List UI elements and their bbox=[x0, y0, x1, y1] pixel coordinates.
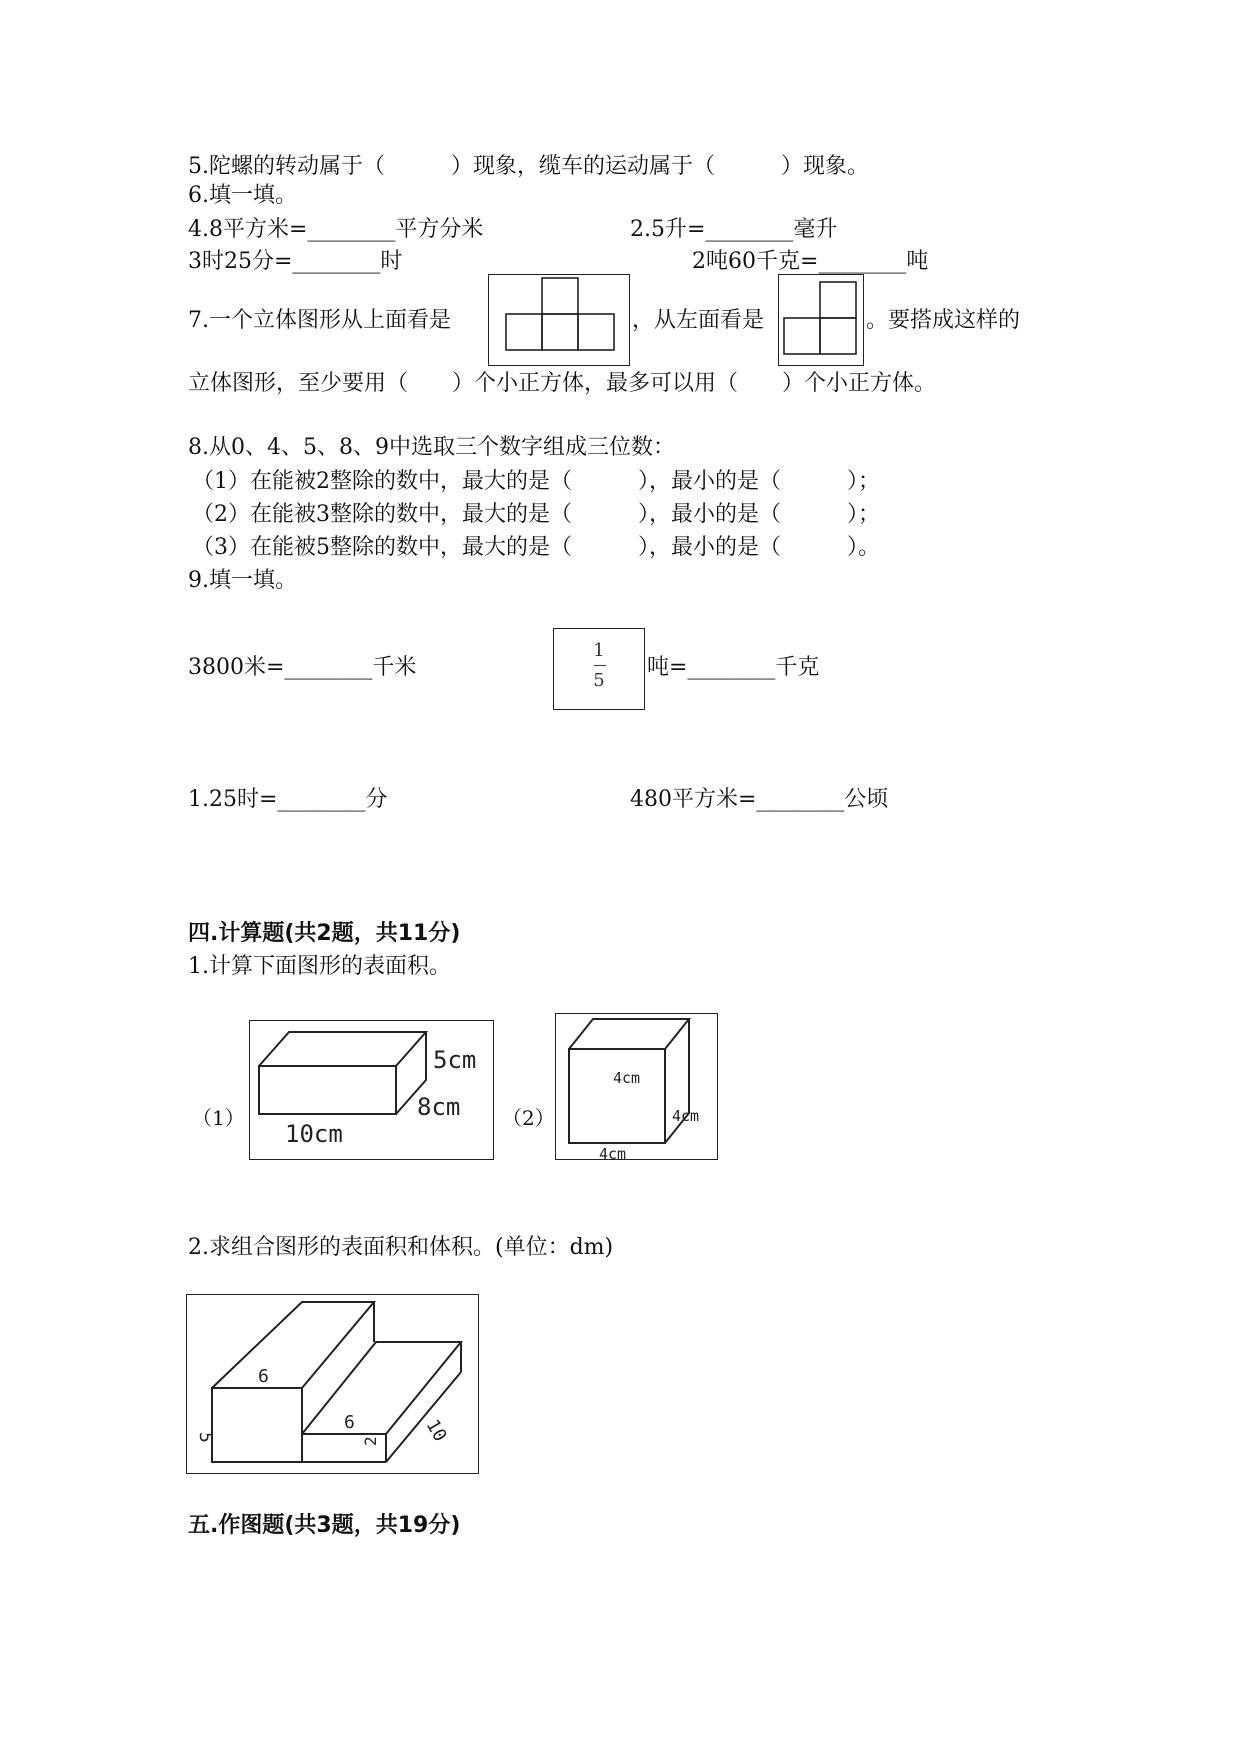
section-4-question-2-title: 2.求组合图形的表面积和体积。(单位：dm) bbox=[188, 1235, 614, 1260]
cube-drawing bbox=[555, 1013, 718, 1163]
cube-height-label: 4cm bbox=[613, 1069, 641, 1087]
composite-drawing bbox=[186, 1294, 479, 1474]
composite-small-label: 2 bbox=[361, 1436, 380, 1446]
question-5: 5.陀螺的转动属于（ ）现象，缆车的运动属于（ ）现象。 bbox=[188, 154, 869, 179]
cuboid-length-label: 10cm bbox=[285, 1120, 343, 1148]
question-9-item: 480平方米=________公顷 bbox=[630, 787, 889, 812]
top-view-grid bbox=[488, 274, 630, 366]
figure-label-1: （1） bbox=[192, 1106, 245, 1130]
question-7-part2: ，从左面看是 bbox=[632, 308, 765, 333]
section-4-heading: 四.计算题(共2题，共11分) bbox=[188, 921, 461, 946]
cube-figure bbox=[555, 1013, 718, 1163]
figure-label-2: （2） bbox=[502, 1106, 555, 1130]
composite-top-label: 6 bbox=[258, 1366, 269, 1387]
left-view-grid bbox=[778, 274, 864, 366]
question-6-item: 3时25分=________时 bbox=[188, 249, 403, 274]
section-5-heading: 五.作图题(共3题，共19分) bbox=[188, 1513, 461, 1538]
cuboid-height-label: 5cm bbox=[433, 1046, 477, 1074]
top-view-figure bbox=[488, 274, 630, 366]
composite-depth-label: 10 bbox=[421, 1416, 451, 1446]
question-7-part1: 7.一个立体图形从上面看是 bbox=[188, 308, 451, 333]
composite-figure bbox=[186, 1294, 479, 1474]
fraction-denominator: 5 bbox=[593, 670, 605, 691]
question-7-line2: 立体图形，至少要用（ ）个小正方体，最多可以用（ ）个小正方体。 bbox=[188, 371, 937, 396]
section-4-question-1-title: 1.计算下面图形的表面积。 bbox=[188, 954, 451, 979]
cuboid-width-label: 8cm bbox=[417, 1093, 461, 1121]
fraction-box bbox=[553, 628, 645, 710]
composite-mid-label: 6 bbox=[344, 1412, 355, 1433]
question-7-part3: 。要搭成这样的 bbox=[866, 308, 1021, 333]
question-9-item: 3800米=________千米 bbox=[188, 655, 417, 680]
fraction-bar bbox=[594, 665, 606, 666]
question-8-item: （1）在能被2整除的数中，最大的是（ ），最小的是（ ）； bbox=[192, 469, 880, 494]
question-8-item: （2）在能被3整除的数中，最大的是（ ），最小的是（ ）； bbox=[192, 502, 880, 527]
cube-depth-label: 4cm bbox=[672, 1107, 700, 1125]
composite-left-label: 5 bbox=[195, 1432, 216, 1443]
question-6-title: 6.填一填。 bbox=[188, 183, 297, 208]
question-6-item: 2.5升=________毫升 bbox=[630, 217, 838, 242]
cuboid-drawing bbox=[249, 1020, 494, 1160]
left-view-figure bbox=[778, 274, 864, 366]
question-9-title: 9.填一填。 bbox=[188, 568, 297, 593]
question-6-item: 4.8平方米=________平方分米 bbox=[188, 217, 484, 242]
cube-width-label: 4cm bbox=[599, 1145, 627, 1163]
fraction-numerator: 1 bbox=[593, 640, 605, 661]
question-9-item-suffix: 吨=________千克 bbox=[647, 655, 820, 680]
question-8-item: （3）在能被5整除的数中，最大的是（ ），最小的是（ ）。 bbox=[192, 535, 880, 560]
cuboid-figure bbox=[249, 1020, 494, 1160]
question-6-item: 2吨60千克=________吨 bbox=[692, 249, 929, 274]
question-9-item: 1.25时=________分 bbox=[188, 787, 388, 812]
question-8-title: 8.从0、4、5、8、9中选取三个数字组成三位数： bbox=[188, 435, 675, 460]
